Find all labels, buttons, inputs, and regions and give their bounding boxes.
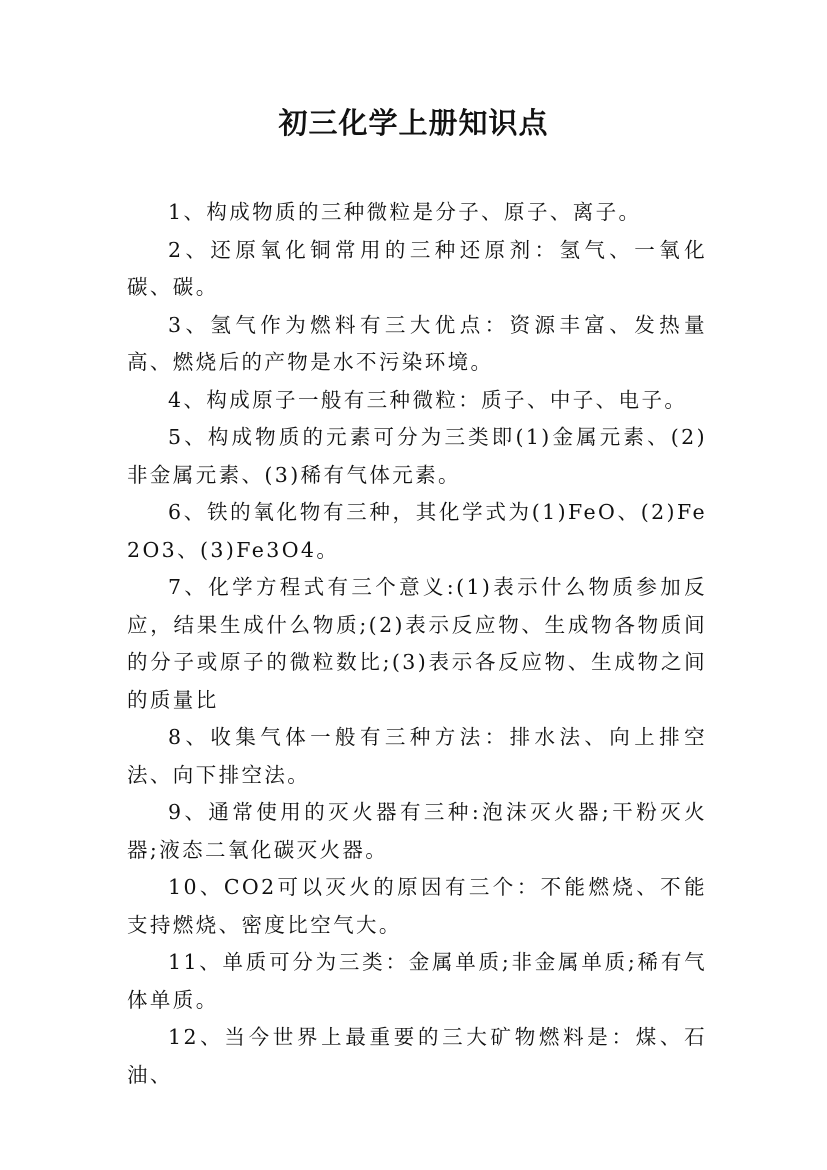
paragraph-4: 4、构成原子一般有三种微粒：质子、中子、电子。 [168, 387, 688, 412]
paragraph-12: 12、当今世界上最重要的三大矿物燃料是：煤、石油、 [127, 1025, 707, 1087]
paragraph-1: 1、构成物质的三种微粒是分子、原子、离子。 [168, 200, 642, 224]
paragraph-8: 8、收集气体一般有三种方法：排水法、向上排空法、向下排空法。 [127, 725, 707, 787]
paragraph-7: 7、化学方程式有三个意义:(1)表示什么物质参加反应，结果生成什么物质;(2)表示反应物、生成物各物质间的分子或原子的微粒数比;(3)表示各反应物、生成物之间的质量比 [127, 575, 707, 712]
paragraph-2: 2、还原氧化铜常用的三种还原剂：氢气、一氧化碳、碳。 [127, 237, 707, 299]
paragraph-5: 5、构成物质的元素可分为三类即(1)金属元素、(2)非金属元素、(3)稀有气体元素。 [127, 425, 707, 487]
paragraph-10: 10、CO2可以灭火的原因有三个：不能燃烧、不能支持燃烧、密度比空气大。 [127, 875, 707, 937]
document-body [127, 194, 707, 1094]
document-title: 初三化学上册知识点 [278, 106, 549, 140]
paragraph-11: 11、单质可分为三类：金属单质;非金属单质;稀有气体单质。 [127, 950, 707, 1012]
paragraph-6: 6、铁的氧化物有三种，其化学式为(1)FeO、(2)Fe2O3、(3)Fe3O4。 [127, 500, 707, 562]
paragraph-9: 9、通常使用的灭火器有三种:泡沫灭火器;干粉灭火器;液态二氧化碳灭火器。 [127, 800, 707, 862]
paragraph-3: 3、氢气作为燃料有三大优点：资源丰富、发热量高、燃烧后的产物是水不污染环境。 [127, 312, 707, 374]
